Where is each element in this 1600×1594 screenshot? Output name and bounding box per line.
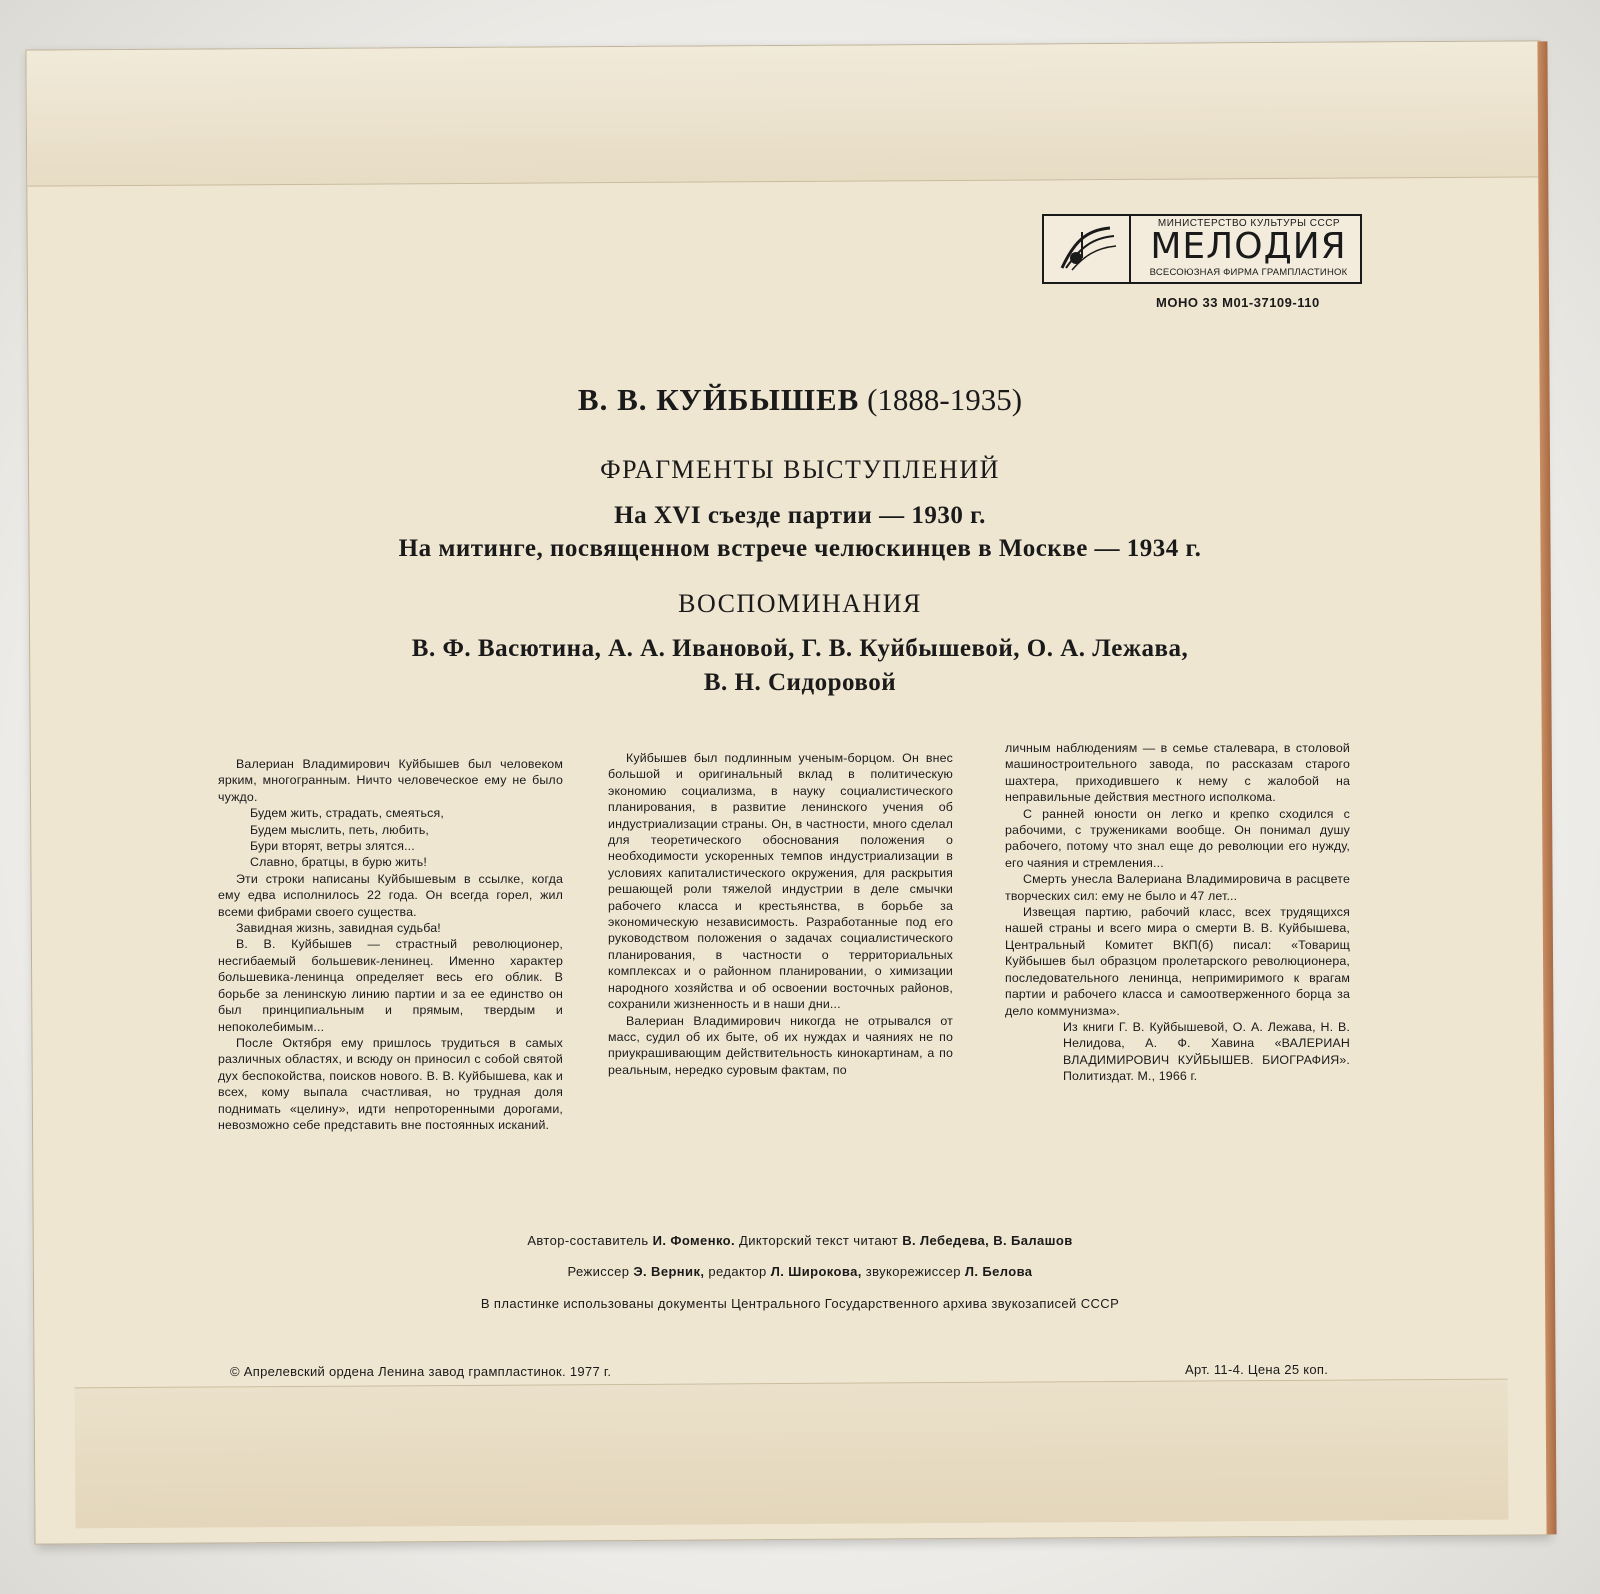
text-column-1 [218, 756, 563, 1133]
verse-line: Славно, братцы, в бурю жить! [250, 855, 427, 870]
speech-line-1: На XVI съезде партии — 1930 г. [614, 502, 986, 529]
reader-name: В. Лебедева, [902, 1233, 990, 1248]
paragraph: Смерть унесла Валериана Владимировича в расцвете творческих сил: ему не было и 47 лет... [1005, 872, 1350, 903]
reader-label: Дикторский текст читают [739, 1233, 899, 1248]
speech-line-2: На митинге, посвященном встрече челюскинцев в Москве — 1934 г. [398, 535, 1202, 562]
title-years: (1888-1935) [867, 382, 1023, 417]
memoirs-line-1: В. Ф. Васютина, А. А. Ивановой, Г. В. Куйбышевой, О. А. Лежава, [411, 635, 1189, 662]
verse-line: Будем мыслить, петь, любить, [250, 822, 430, 837]
editor-name: Л. Широкова, [770, 1264, 862, 1279]
verse-line: Будем жить, страдать, смеяться, [250, 806, 444, 821]
paragraph: После Октября ему пришлось трудиться в самых различных областях, и всюду он приносил с собой святой дух беспокойства, поисков нового. В. В. Куйбышева, как и всех, кому выпала счастливая, но трудная доля поднимать «целину», идти непроторенными дорогами, невозможно себе представить вне постоянных исканий. [218, 1035, 563, 1132]
archive-note: В пластинке использованы документы Центрального Государственного архива звукозаписей СССР [480, 1296, 1120, 1311]
citation: Из книги Г. В. Куйбышевой, О. А. Лежава, Н. В. Нелидова, А. Ф. Хавина «ВАЛЕРИАН ВЛАДИМИРОВИЧ КУЙБЫШЕВ. БИОГРАФИЯ». Политиздат. М., 1966 г. [1063, 1019, 1350, 1084]
logo-brand-text: МЕЛОДИЯ [1150, 226, 1347, 267]
paragraph: С ранней юности он легко и крепко сходился с рабочими, с тружениками вообще. Он понимал душу рабочего, потому что знал еще до революции его нужду, его чаяния и стремления... [1005, 806, 1350, 870]
paragraph: В. В. Куйбышев — страстный революционер, несгибаемый большевик-ленинец. Именно характер большевика-ленинца определяет весь его облик. В борьбе за ленинскую линию партии и за ее единство он был принципиальным и прямым, твердым и непоколебимым... [218, 937, 563, 1034]
verse-line: Бури вторят, ветры злятся... [250, 839, 415, 854]
author-label: Автор-составитель [527, 1233, 649, 1248]
manufacturer-note: © Апрелевский ордена Ленина завод грампластинок. 1977 г. [230, 1364, 612, 1379]
paragraph: Эти строки написаны Куйбышевым в ссылке, когда ему едва исполнилось 22 года. Он всегда горел, жил всеми фибрами своего существа. [218, 871, 563, 919]
credits-line-2 [0, 1264, 1600, 1279]
credits-line-1 [0, 1233, 1600, 1248]
sound-name: Л. Белова [964, 1264, 1033, 1279]
reader-name: В. Балашов [993, 1233, 1073, 1248]
section-speeches-heading: ФРАГМЕНТЫ ВЫСТУПЛЕНИЙ [600, 455, 1000, 484]
melodiya-logo [1042, 214, 1362, 284]
paragraph: Завидная жизнь, завидная судьба! [236, 921, 441, 936]
paragraph: Куйбышев был подлинным ученым-борцом. Он внес большой и оригинальный вклад в политическую экономию социализма, в науку социалистического планирования, в развитие ленинского учения об индустриализации страны. Он, в частности, много сделал для теоретического обоснования положения о необходимости ускоренных темпов индустриализации в условиях капиталистического окружения, для раскрытия решающей роли тяжелой индустрии в деле смычки рабочего класса и крестьянства, в борьбе за экономическую независимость. Разработанные под его руководством положения о задачах социалистического планирования, в частности о территориальных комплексах и о районном планировании, о химизации народного хозяйства и об освоении восточных районов, сохранили жизненность и в наши дни... [608, 751, 953, 1012]
melodiya-mark-icon [1044, 216, 1131, 282]
editor-label: редактор [708, 1264, 767, 1279]
paragraph: личным наблюдениям — в семье сталевара, в столовой машиностроительного завода, по рассказам старого шахтера, приходившего к нему с жалобой на неправильные действия местного исполкома. [1005, 741, 1350, 805]
sound-label: звукорежиссер [865, 1264, 961, 1279]
paragraph: Извещая партию, рабочий класс, всех трудящихся нашей страны и всего мира о смерти В. В. Куйбышева, Центральный Комитет ВКП(б) писал: «Товарищ Куйбышев был образцом пролетарского революционера, последовательного ленинца, непримиримого к врагам партии и рабочего класса и самоотверженного борца за дело коммунизма». [1005, 905, 1350, 1018]
paragraph: Валериан Владимирович никогда не отрывался от масс, судил об их быте, об их нуждах и чаяниях не по приукрашивающим действительность кинокартинам, а по реальным, нередко суровым фактам, по [608, 1013, 953, 1077]
logo-firm-text: ВСЕСОЮЗНАЯ ФИРМА ГРАМПЛАСТИНОК [1149, 267, 1348, 278]
director-name: Э. Верник, [633, 1264, 705, 1279]
section-memoirs-heading: ВОСПОМИНАНИЯ [678, 589, 922, 618]
paragraph: Валериан Владимирович Куйбышев был человеком ярким, многогранным. Ничто человеческое ему не было чуждо. [218, 757, 563, 804]
director-label: Режиссер [567, 1264, 630, 1279]
page-title [0, 382, 1600, 418]
memoirs-line-2: В. Н. Сидоровой [703, 669, 897, 696]
catalog-number: МОНО 33 М01-37109-110 [1156, 295, 1320, 310]
price-note: Арт. 11-4. Цена 25 коп. [1185, 1362, 1329, 1377]
text-column-2 [608, 750, 953, 1078]
title-name: В. В. КУЙБЫШЕВ [577, 382, 860, 417]
text-column-3 [1005, 740, 1350, 1085]
author-name: И. Фоменко. [652, 1233, 736, 1248]
logo-ministry-text: МИНИСТЕРСТВО КУЛЬТУРЫ СССР [1157, 218, 1341, 229]
